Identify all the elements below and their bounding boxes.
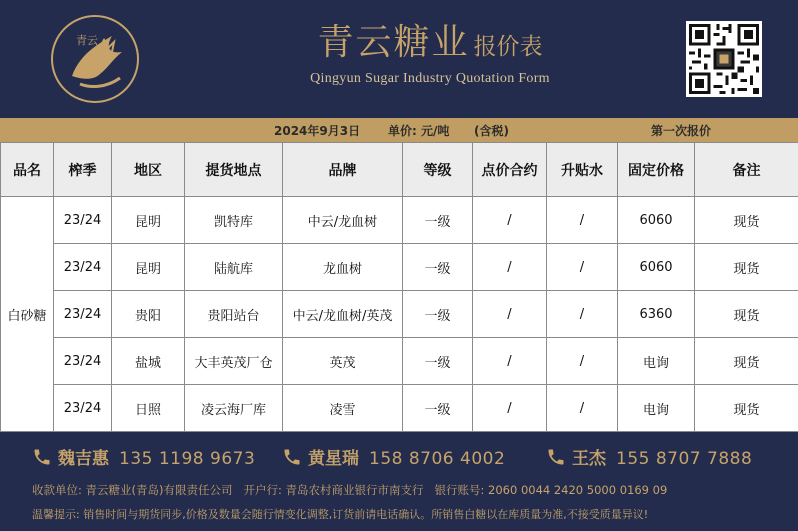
contact-name: 黄星瑞 [308,449,359,469]
price-cell: 电询 [618,385,695,432]
product-name-cell: 白砂糖 [1,197,54,432]
price-cell: 6060 [618,197,695,244]
title-english: Qingyun Sugar Industry Quotation Form [310,71,550,86]
note-cell: 现货 [695,291,798,338]
phone-icon [32,447,52,467]
quote-date: 2024年9月3日 [274,124,361,138]
table-row [1,338,798,385]
qr-code [686,21,762,97]
price-unit: 单价: 元/吨 [388,124,450,138]
title-main: 青云糖业 [317,22,470,63]
info-bar [0,118,798,142]
note-cell: 现货 [695,244,798,291]
season-cell: 23/24 [54,197,112,244]
premium-cell: / [547,291,618,338]
contact-name: 王杰 [572,449,606,469]
account-label: 银行账号: [434,483,485,497]
notice-text: 温馨提示: 销售时间与期货同步,价格及数量会随行情变化调整,订货前请电话确认。所销售白糖以在库质量为准,不接受质量异议! [32,508,649,521]
col-header-contract: 点价合约 [473,143,547,197]
contact-phone[interactable]: 135 1198 9673 [119,449,256,469]
contract-cell: / [473,244,547,291]
region-cell: 昆明 [112,244,185,291]
table-row [1,291,798,338]
season-cell: 23/24 [54,244,112,291]
brand-cell: 中云/龙血树/英茂 [283,291,403,338]
region-cell: 贵阳 [112,291,185,338]
pickup-cell: 凯特库 [185,197,283,244]
bank-label: 开户行: [243,483,282,497]
bank-value: 青岛农村商业银行市南支行 [285,483,424,497]
contact-name: 魏吉惠 [58,449,109,469]
premium-cell: / [547,197,618,244]
premium-cell: / [547,385,618,432]
brand-cell: 中云/龙血树 [283,197,403,244]
page-title [240,14,620,65]
header-banner [0,0,798,118]
contract-cell: / [473,291,547,338]
col-header-product: 品名 [1,143,54,197]
table-row [1,244,798,291]
contact-phone[interactable]: 155 8707 7888 [616,449,753,469]
brand-cell: 龙血树 [283,244,403,291]
table-row [1,385,798,432]
price-cell: 6360 [618,291,695,338]
logo-text: 青云 [76,34,98,47]
col-header-region: 地区 [112,143,185,197]
col-header-premium: 升贴水 [547,143,618,197]
col-header-brand: 品牌 [283,143,403,197]
contact-phone[interactable]: 158 8706 4002 [369,449,506,469]
quotation-table [0,142,798,432]
season-cell: 23/24 [54,291,112,338]
pickup-cell: 凌云海厂库 [185,385,283,432]
col-header-season: 榨季 [54,143,112,197]
title-sub: 报价表 [473,34,543,60]
phone-icon [546,447,566,467]
season-cell: 23/24 [54,385,112,432]
col-header-grade: 等级 [403,143,473,197]
title-block [240,14,620,104]
contact-2 [282,444,505,469]
premium-cell: / [547,244,618,291]
brand-cell: 凌雪 [283,385,403,432]
col-header-note: 备注 [695,143,798,197]
payment-info [32,482,667,498]
pickup-cell: 陆航库 [185,244,283,291]
account-value: 2060 0044 2420 5000 0169 09 [488,483,668,497]
region-cell: 昆明 [112,197,185,244]
contact-3 [546,444,752,469]
contact-1 [32,444,255,469]
contract-cell: / [473,385,547,432]
col-header-pickup: 提货地点 [185,143,283,197]
contract-cell: / [473,197,547,244]
col-header-price: 固定价格 [618,143,695,197]
phone-icon [282,447,302,467]
table-header-row [1,143,798,197]
season-cell: 23/24 [54,338,112,385]
grade-cell: 一级 [403,385,473,432]
brand-cell: 英茂 [283,338,403,385]
payee-label: 收款单位: [32,483,82,497]
payee-value: 青云糖业(青岛)有限责任公司 [85,483,233,497]
table-row [1,197,798,244]
grade-cell: 一级 [403,338,473,385]
region-cell: 日照 [112,385,185,432]
price-cell: 电询 [618,338,695,385]
note-cell: 现货 [695,338,798,385]
quote-round: 第一次报价 [651,124,712,138]
region-cell: 盐城 [112,338,185,385]
grade-cell: 一级 [403,197,473,244]
pickup-cell: 大丰英茂厂仓 [185,338,283,385]
pickup-cell: 贵阳站台 [185,291,283,338]
price-cell: 6060 [618,244,695,291]
note-cell: 现货 [695,385,798,432]
note-cell: 现货 [695,197,798,244]
premium-cell: / [547,338,618,385]
phoenix-logo [50,14,140,104]
tax-note: (含税) [474,124,509,138]
grade-cell: 一级 [403,244,473,291]
contract-cell: / [473,338,547,385]
grade-cell: 一级 [403,291,473,338]
footer-banner [0,432,798,531]
